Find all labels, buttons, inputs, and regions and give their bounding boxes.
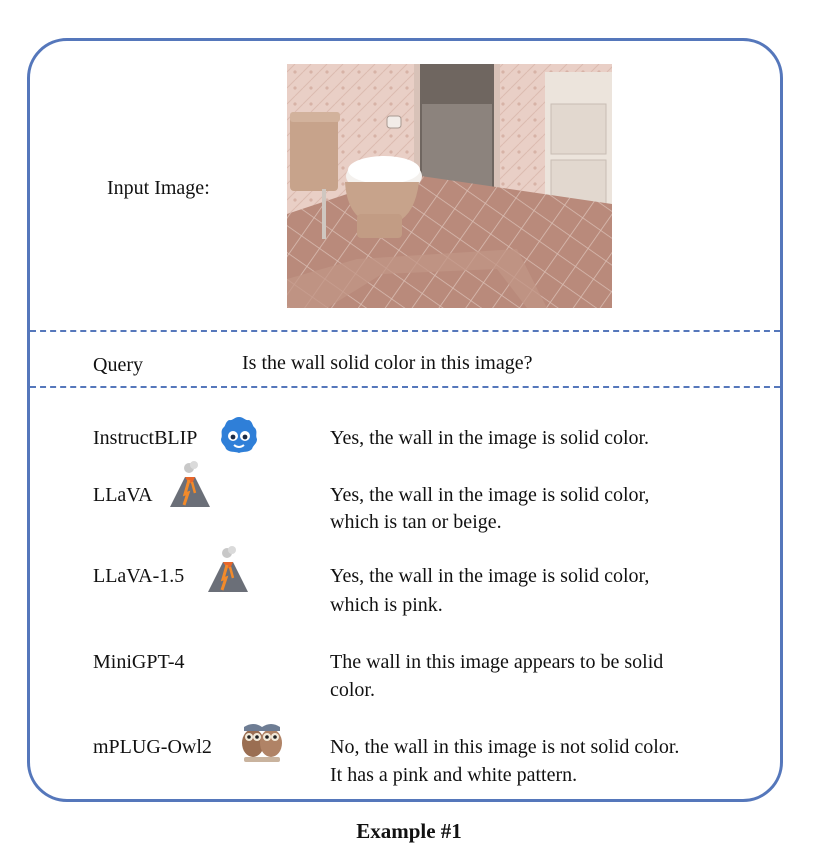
query-label: Query (93, 354, 143, 376)
model-answer-line: color. (330, 679, 375, 701)
volcano-icon (167, 460, 213, 510)
model-name: mPLUG-Owl2 (93, 736, 212, 758)
bathroom-photo (287, 64, 612, 308)
model-answer-line: Yes, the wall in the image is solid color, (330, 565, 650, 587)
volcano-icon (205, 545, 251, 595)
owl-mascot-icon (238, 717, 286, 765)
model-answer-line: Yes, the wall in the image is solid color, (330, 484, 650, 506)
model-name: InstructBLIP (93, 427, 198, 449)
model-answer-line: No, the wall in this image is not solid color. (330, 736, 680, 758)
model-answer-line: Yes, the wall in the image is solid color. (330, 427, 650, 449)
model-answer-line: The wall in this image appears to be solid (330, 651, 664, 673)
model-name: LLaVA-1.5 (93, 565, 185, 587)
section-divider (30, 386, 780, 388)
model-name: LLaVA (93, 484, 153, 506)
section-divider (30, 330, 780, 332)
query-text: Is the wall solid color in this image? (242, 352, 533, 374)
instructblip-mascot-icon (218, 414, 260, 456)
model-answer-line: which is pink. (330, 594, 443, 616)
model-name: MiniGPT-4 (93, 651, 185, 673)
input-image-label: Input Image: (107, 177, 210, 199)
model-answer-line: It has a pink and white pattern. (330, 764, 578, 786)
model-answer-line: which is tan or beige. (330, 511, 502, 533)
example-caption: Example #1 (356, 819, 462, 843)
